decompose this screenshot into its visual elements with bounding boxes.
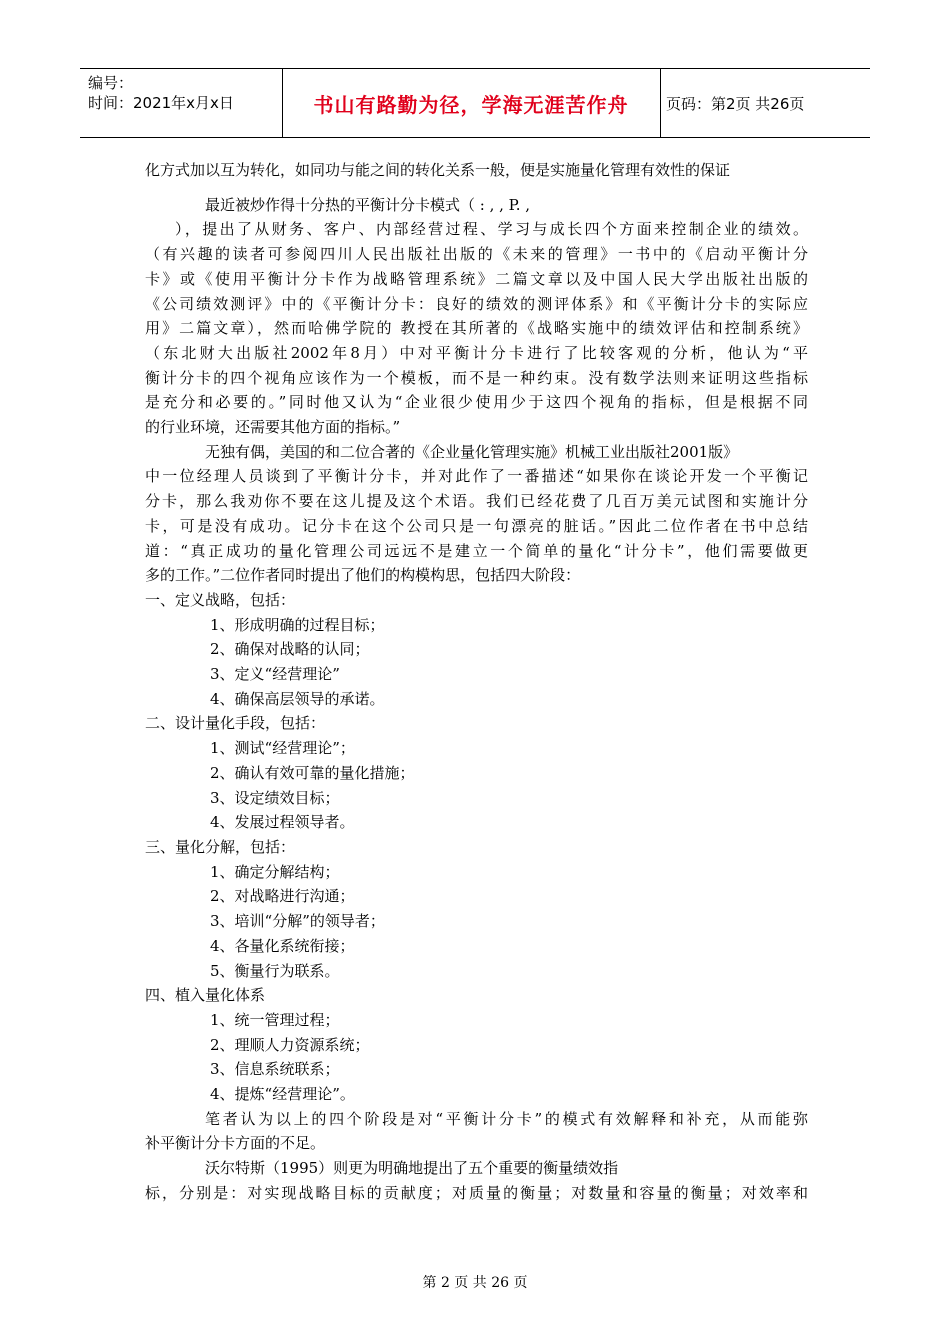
list-item: 4、发展过程领导者。 [210, 813, 355, 832]
paragraph-line: 用》二篇文章），然而哈佛学院的 教授在其所著的《战略实施中的绩效评估和控制系统》 [145, 319, 808, 338]
list-item: 3、设定绩效目标； [210, 788, 340, 807]
paragraph-line: 的行业环境，还需要其他方面的指标。” [145, 418, 401, 437]
list-item: 3、定义“经营理论” [210, 665, 340, 684]
list-item: 1、确定分解结构； [210, 862, 340, 881]
paragraph-line: 最近被炒作得十分热的平衡计分卡模式（ : , , P. , [205, 195, 531, 214]
section-heading: 二、设计量化手段，包括： [145, 714, 326, 733]
list-item: 3、培训“分解”的领导者； [210, 912, 385, 931]
list-item: 1、统一管理过程； [210, 1010, 340, 1029]
paragraph-line: 无独有偶，美国的和二位合著的《企业量化管理实施》机械工业出版社2001版》 [205, 442, 739, 461]
paragraph-line: 卡》或《使用平衡计分卡作为战略管理系统》二篇文章以及中国人民大学出版社出版的 [145, 269, 808, 288]
paragraph-line: 中一位经理人员谈到了平衡计分卡，并对此作了一番描述“如果你在谈论开发一个平衡记 [145, 467, 808, 486]
list-item: 2、确认有效可靠的量化措施； [210, 763, 415, 782]
paragraph-line: ），提出了从财务、客户、内部经营过程、学习与成长四个方面来控制企业的绩效。 [175, 220, 808, 239]
document-body [145, 158, 808, 1206]
date-label: 时间：2021年x月x日 [88, 94, 234, 112]
list-item: 4、提炼“经营理论”。 [210, 1085, 355, 1104]
paragraph-line: 化方式加以互为转化，如同功与能之间的转化关系一般，便是实施量化管理有效性的保证 [145, 161, 731, 179]
paragraph-line: 沃尔特斯（1995）则更为明确地提出了五个重要的衡量绩效指 [205, 1159, 619, 1178]
page-footer: 第 2 页 共 26 页 [422, 1275, 528, 1291]
list-item: 2、理顺人力资源系统； [210, 1035, 370, 1054]
list-item: 2、对战略进行沟通； [210, 887, 355, 906]
list-item: 1、测试“经营理论”； [210, 739, 355, 758]
paragraph-line: 标，分别是：对实现战略目标的贡献度；对质量的衡量；对数量和容量的衡量；对效率和 [145, 1183, 808, 1202]
list-item: 5、衡量行为联系。 [210, 961, 340, 980]
list-item: 4、各量化系统衔接； [210, 936, 355, 955]
header-divider [660, 69, 661, 137]
paragraph-line: 多的工作。”二位作者同时提出了他们的构模构思，包括四大阶段： [145, 566, 581, 585]
paragraph-line: 分卡，那么我劝你不要在这儿提及这个术语。我们已经花费了几百万美元试图和实施计分 [145, 492, 808, 511]
paragraph-line: （有兴趣的读者可参阅四川人民出版社出版的《未来的管理》一书中的《启动平衡计分 [145, 245, 808, 264]
paragraph-line: 衡计分卡的四个视角应该作为一个模板，而不是一种约束。没有数学法则来证明这些指标 [145, 368, 808, 387]
paragraph-line: 是充分和必要的。”同时他又认为“企业很少使用少于这四个视角的指标，但是根据不同 [145, 393, 808, 412]
list-item: 3、信息系统联系； [210, 1060, 340, 1079]
list-item: 4、确保高层领导的承诺。 [210, 689, 385, 708]
number-label: 编号： [88, 74, 134, 92]
paragraph-line: 补平衡计分卡方面的不足。 [145, 1134, 326, 1153]
section-heading: 三、量化分解，包括： [145, 837, 296, 856]
list-item: 2、确保对战略的认同； [210, 640, 370, 659]
paragraph-line: 笔者认为以上的四个阶段是对“平衡计分卡”的模式有效解释和补充，从而能弥 [205, 1109, 808, 1128]
paragraph-line: （东北财大出版社2002年8月）中对平衡计分卡进行了比较客观的分析，他认为“平 [145, 343, 808, 362]
section-heading: 一、定义战略，包括： [145, 590, 296, 609]
paragraph-line: 《公司绩效测评》中的《平衡计分卡：良好的绩效的测评体系》和《平衡计分卡的实际应 [145, 294, 808, 313]
header-meta [88, 73, 234, 113]
header-motto: 书山有路勤为径，学海无涯苦作舟 [313, 92, 629, 117]
document-header [80, 68, 870, 138]
paragraph-line: 道：“真正成功的量化管理公司远远不是建立一个简单的量化“计分卡”，他们需要做更 [145, 541, 808, 560]
header-page-number: 页码：第2页 共26页 [666, 94, 805, 113]
paragraph-line: 卡，可是没有成功。记分卡在这个公司只是一句漂亮的脏话。”因此二位作者在书中总结 [145, 516, 808, 535]
list-item: 1、形成明确的过程目标； [210, 615, 385, 634]
section-heading: 四、植入量化体系 [145, 986, 266, 1005]
